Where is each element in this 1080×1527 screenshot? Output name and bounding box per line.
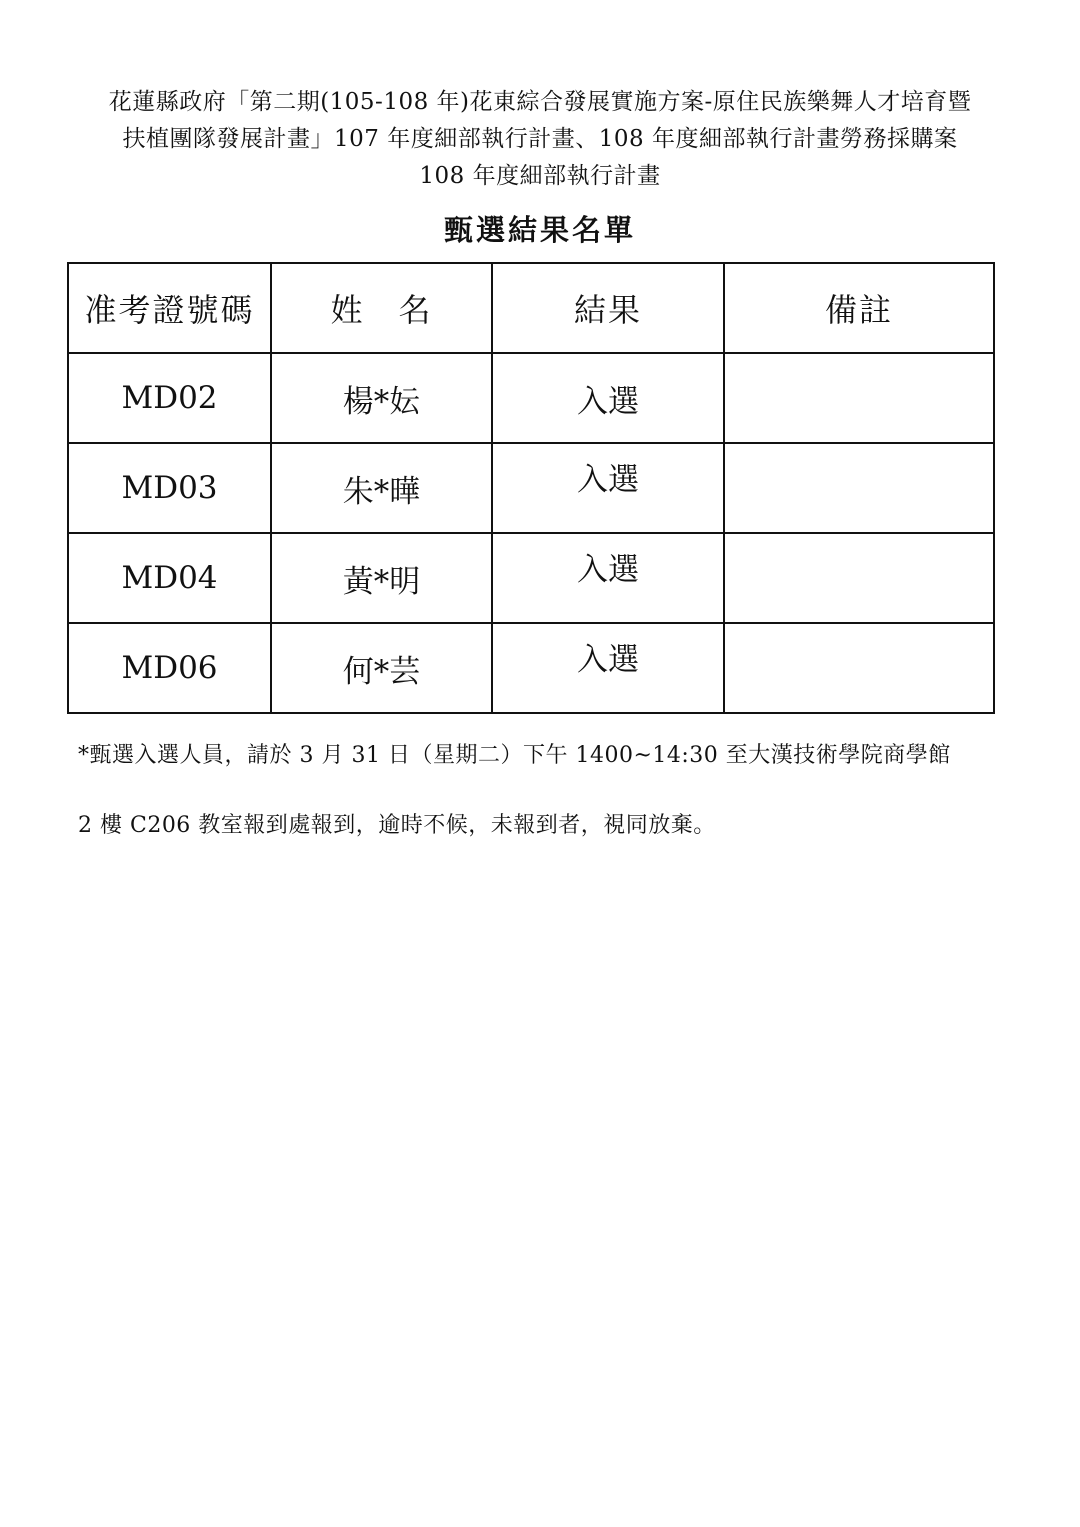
result-text: 入選 bbox=[577, 461, 639, 498]
name-cell: 何*芸 bbox=[271, 623, 492, 713]
header-name: 姓 名 bbox=[271, 263, 492, 353]
page-title: 甄選結果名單 bbox=[443, 213, 636, 247]
note-line-1: *甄選入選人員，請於 3 月 31 日（星期二）下午 1400~14:30 至大漢技術學院商學館 bbox=[78, 743, 951, 768]
result-text: 入選 bbox=[577, 641, 639, 678]
result-cell bbox=[492, 443, 724, 533]
exam-number-cell: MD02 bbox=[68, 353, 271, 443]
name-cell: 黃*明 bbox=[271, 533, 492, 623]
header-remark: 備註 bbox=[724, 263, 994, 353]
registration-note bbox=[78, 736, 1018, 876]
name-cell: 朱*曄 bbox=[271, 443, 492, 533]
table-row bbox=[68, 443, 994, 533]
remark-cell bbox=[724, 443, 994, 533]
result-cell bbox=[492, 353, 724, 443]
name-cell: 楊*妘 bbox=[271, 353, 492, 443]
table-row bbox=[68, 533, 994, 623]
table-header-row bbox=[68, 263, 994, 353]
result-text: 入選 bbox=[577, 383, 639, 420]
results-table bbox=[67, 262, 995, 714]
result-cell bbox=[492, 533, 724, 623]
table-row bbox=[68, 623, 994, 713]
exam-number-cell: MD06 bbox=[68, 623, 271, 713]
remark-cell bbox=[724, 623, 994, 713]
remark-cell bbox=[724, 353, 994, 443]
exam-number-cell: MD03 bbox=[68, 443, 271, 533]
header-line-2: 扶植團隊發展計畫」107 年度細部執行計畫、108 年度細部執行計畫勞務採購案 bbox=[122, 126, 958, 152]
remark-cell bbox=[724, 533, 994, 623]
table-row bbox=[68, 353, 994, 443]
document-header bbox=[60, 84, 1020, 195]
result-cell bbox=[492, 623, 724, 713]
note-line-2: 2 樓 C206 教室報到處報到，逾時不候，未報到者，視同放棄。 bbox=[78, 813, 716, 838]
header-result: 結果 bbox=[492, 263, 724, 353]
header-exam-number: 准考證號碼 bbox=[68, 263, 271, 353]
header-line-3: 108 年度細部執行計畫 bbox=[419, 163, 661, 189]
exam-number-cell: MD04 bbox=[68, 533, 271, 623]
header-line-1: 花蓮縣政府「第二期(105-108 年)花東綜合發展實施方案-原住民族樂舞人才培育暨 bbox=[108, 89, 972, 115]
result-text: 入選 bbox=[577, 551, 639, 588]
